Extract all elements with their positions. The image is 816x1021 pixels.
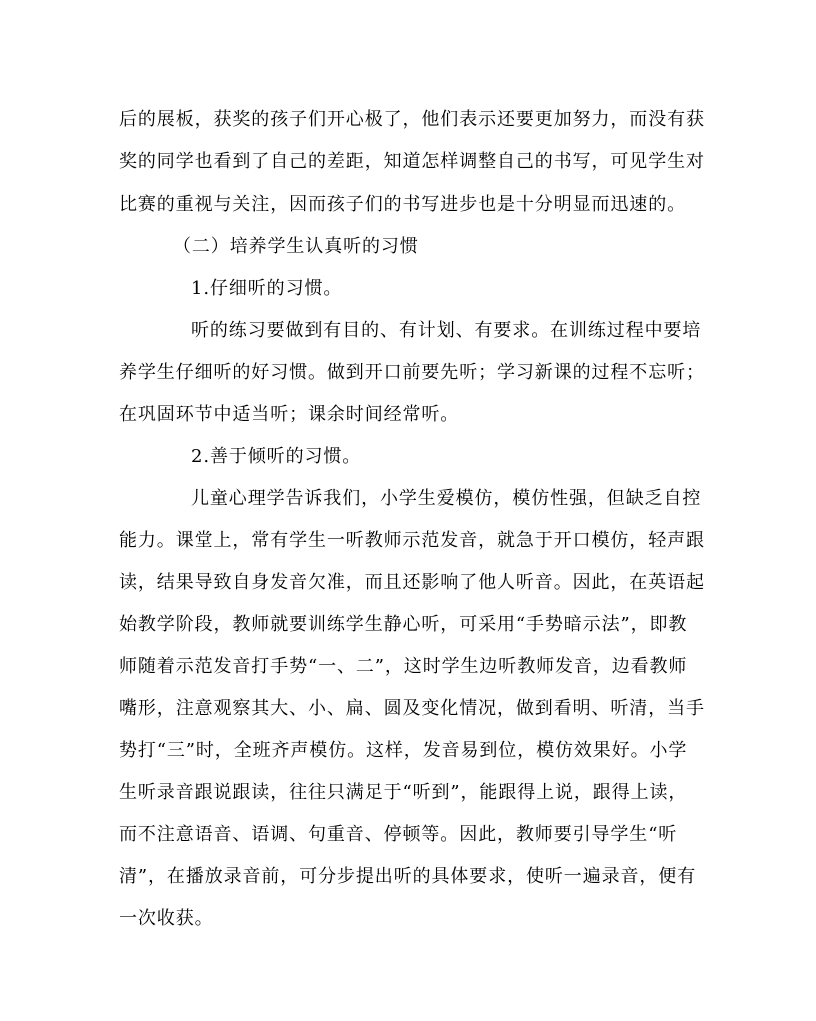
text-line: 听的练习要做到有目的、有计划、有要求。在训练过程中要培 [191,320,702,341]
text-line: 势打“三”时，全班齐声模仿。这样，发音易到位，模仿效果好。小学 [119,740,688,761]
subsection-heading: 1.仔细听的习惯。 [191,278,343,299]
text-line: 读，结果导致自身发音欠准，而且还影响了他人听音。因此，在英语起 [119,572,705,593]
text-line: 能力。课堂上，常有学生一听教师示范发音，就急于开口模仿，轻声跟 [119,530,705,551]
text-line: 在巩固环节中适当听；课余时间经常听。 [119,404,460,425]
text-line: 养学生仔细听的好习惯。做到开口前要先听；学习新课的过程不忘听； [119,362,705,383]
text-line: 生听录音跟说跟读，往往只满足于“听到”，能跟得上说，跟得上读， [119,782,688,803]
text-line: 嘴形，注意观察其大、小、扁、圆及变化情况，做到看明、听清，当手 [119,698,705,719]
subsection-heading: 2.善于倾听的习惯。 [191,446,362,467]
section-heading: （二）培养学生认真听的习惯 [173,236,419,257]
text-line: 师随着示范发音打手势“一、二”，这时学生边听教师发音，边看教师 [119,656,688,677]
text-line: 奖的同学也看到了自己的差距，知道怎样调整自己的书写，可见学生对 [119,151,705,172]
text-line: 比赛的重视与关注，因而孩子们的书写进步也是十分明显而迅速的。 [119,194,686,215]
text-line: 儿童心理学告诉我们，小学生爱模仿，模仿性强，但缺乏自控 [191,488,702,509]
text-line: 始教学阶段，教师就要训练学生静心听，可采用“手势暗示法”，即教 [119,614,688,635]
text-line: 一次收获。 [119,908,214,929]
text-line: 后的展板，获奖的孩子们开心极了，他们表示还要更加努力，而没有获 [119,109,705,130]
text-line: 而不注意语音、语调、句重音、停顿等。因此，教师要引导学生“听 [119,824,678,845]
text-line: 清”，在播放录音前，可分步提出听的具体要求，使听一遍录音，便有 [119,866,697,887]
